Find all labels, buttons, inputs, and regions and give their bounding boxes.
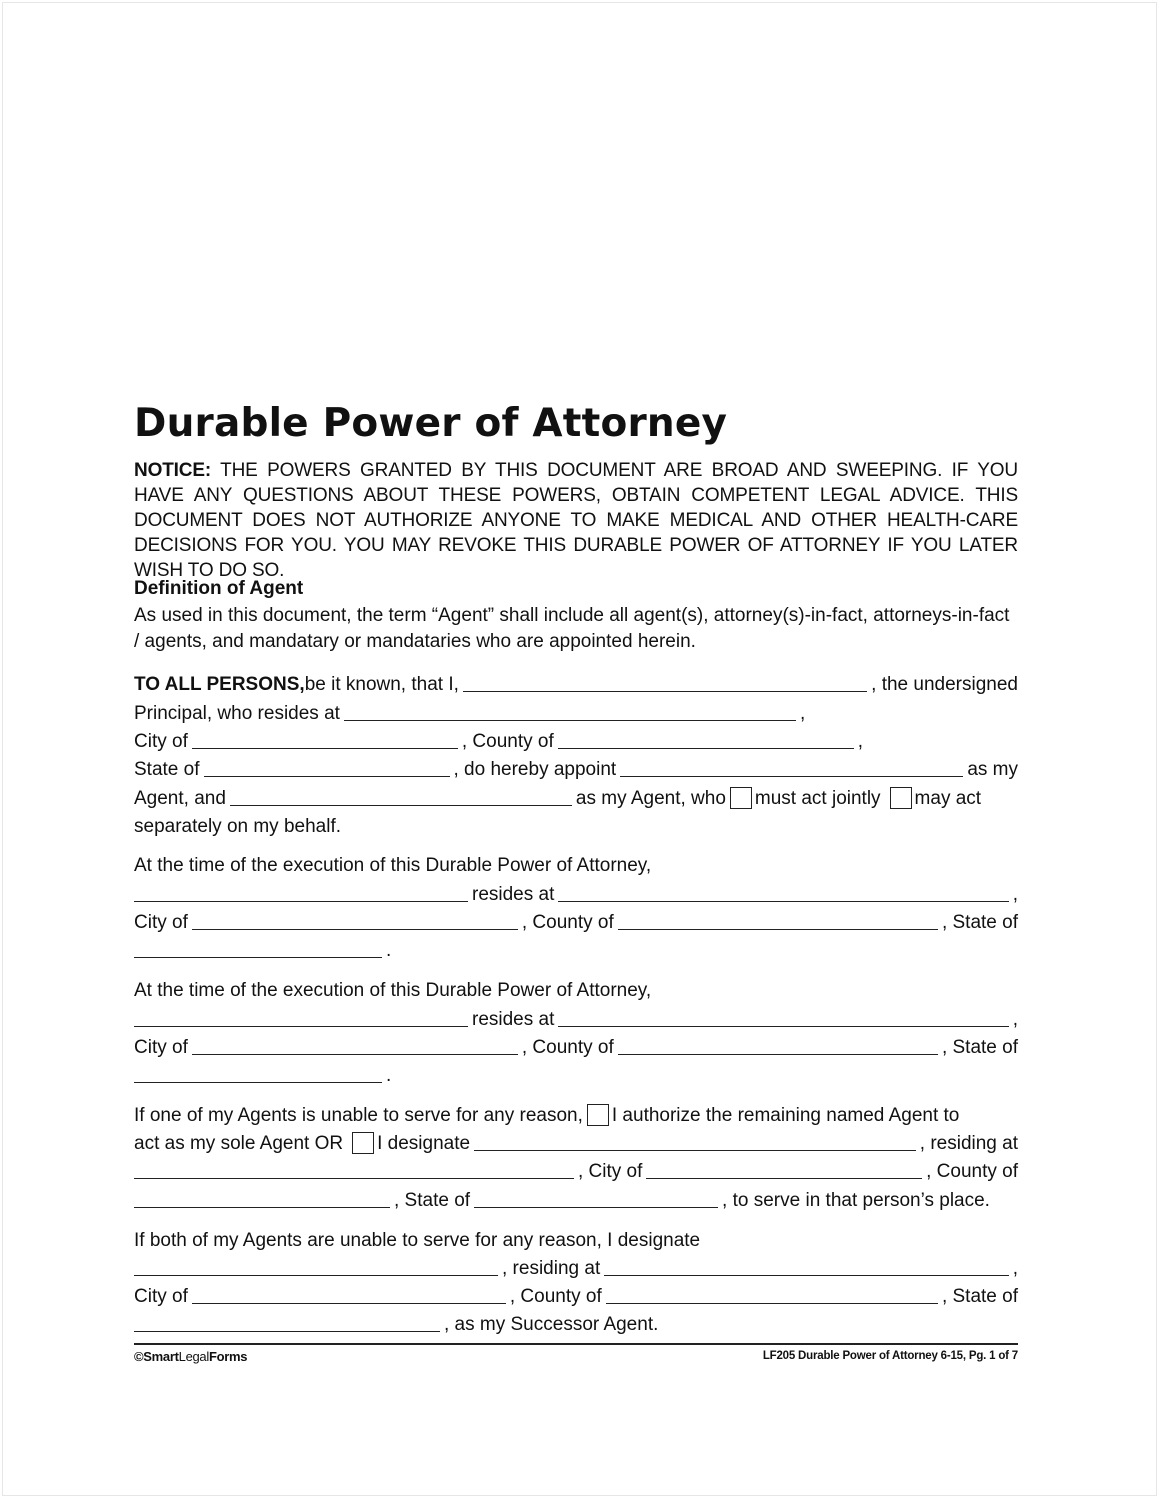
substitute-city-field[interactable]	[646, 1162, 922, 1179]
if-one-text: If one of my Agents is unable to serve for any reason,	[134, 1105, 583, 1126]
agent-1-name-field[interactable]	[620, 760, 963, 777]
comma-text: ,	[1012, 1009, 1018, 1030]
city-of-label: City of	[134, 1037, 188, 1058]
the-undersigned-text: , the undersigned	[871, 674, 1018, 695]
successor-name-field[interactable]	[134, 1259, 498, 1276]
city-of-label: City of	[134, 912, 188, 933]
substitute-state-field[interactable]	[474, 1191, 718, 1208]
successor-address-field[interactable]	[604, 1259, 1008, 1276]
principal-line-2	[134, 697, 1018, 725]
principal-name-field[interactable]	[463, 675, 867, 692]
agent-and-text: Agent, and	[134, 788, 226, 809]
act-as-sole-text: act as my sole Agent OR	[134, 1133, 344, 1154]
state-of-label: , State of	[941, 1037, 1018, 1058]
notice-paragraph	[134, 458, 1018, 583]
logo-smart: Smart	[143, 1349, 179, 1364]
comma-text: ,	[799, 703, 806, 724]
agent-2-city-field[interactable]	[192, 1038, 518, 1055]
principal-line-6	[134, 810, 1018, 838]
principal-line-4	[134, 753, 1018, 781]
authorize-remaining-checkbox[interactable]	[587, 1104, 609, 1126]
successor-state-field[interactable]	[134, 1315, 440, 1332]
residing-at-text: , residing at	[919, 1133, 1018, 1154]
principal-line-3	[134, 725, 1018, 753]
agent-1-residence-line	[134, 878, 1018, 906]
smartlegalforms-logo	[134, 1349, 247, 1364]
substitute-address-field[interactable]	[134, 1162, 574, 1179]
city-of-text: , City of	[578, 1161, 643, 1182]
agent-1-intro-line	[134, 849, 1018, 877]
logo-legal: Legal	[178, 1349, 209, 1364]
principal-resides-label: Principal, who resides at	[134, 703, 340, 724]
page-reference: LF205 Durable Power of Attorney 6-15, Pg. 1 of 7	[762, 1350, 1018, 1362]
agent-2-residence-line	[134, 1003, 1018, 1031]
may-act-separately-checkbox[interactable]	[890, 787, 912, 809]
agent-1-state-line	[134, 934, 1018, 962]
agent-2-name-field[interactable]	[230, 789, 572, 806]
city-of-label: City of	[134, 731, 188, 752]
county-of-label: , County of	[509, 1286, 602, 1307]
city-of-label: City of	[134, 1286, 188, 1307]
notice-label: NOTICE:	[134, 460, 212, 481]
substitute-line-2	[134, 1127, 1018, 1155]
state-of-label: State of	[134, 759, 200, 780]
document-title: Durable Power of Attorney	[134, 401, 728, 446]
state-of-label: , State of	[941, 912, 1018, 933]
agent-1-address-field[interactable]	[558, 885, 1008, 902]
agent-2-city-line	[134, 1031, 1018, 1059]
county-of-label: , County of	[521, 1037, 614, 1058]
must-act-jointly-checkbox[interactable]	[730, 787, 752, 809]
logo-forms: Forms	[208, 1349, 248, 1364]
separately-text: separately on my behalf.	[134, 816, 342, 837]
copyright-symbol: ©	[134, 1349, 144, 1364]
to-serve-text: , to serve in that person’s place.	[722, 1190, 990, 1211]
agent-2-intro-line	[134, 974, 1018, 1002]
comma-text: ,	[1012, 1258, 1018, 1279]
residing-at-text: , residing at	[502, 1258, 601, 1279]
as-my-agent-who-text: as my Agent, who	[575, 788, 726, 809]
may-act-label: may act	[914, 788, 982, 809]
designate-checkbox[interactable]	[352, 1132, 374, 1154]
principal-county-field[interactable]	[558, 732, 854, 749]
as-my-text: as my	[967, 759, 1018, 780]
agent-1-city-line	[134, 906, 1018, 934]
substitute-line-1	[134, 1099, 1018, 1127]
county-of-text: , County of	[926, 1161, 1018, 1182]
authorize-text: I authorize the remaining named Agent to	[611, 1105, 960, 1126]
as-successor-text: , as my Successor Agent.	[444, 1314, 659, 1335]
i-designate-text: I designate	[377, 1133, 471, 1154]
successor-county-field[interactable]	[606, 1287, 938, 1304]
substitute-county-field[interactable]	[134, 1191, 390, 1208]
agent-1-city-field[interactable]	[192, 913, 518, 930]
agent-2-name-field-2[interactable]	[134, 1010, 468, 1027]
successor-line-2	[134, 1252, 1018, 1280]
do-hereby-appoint-text: , do hereby appoint	[453, 759, 617, 780]
agent-1-intro-text: At the time of the execution of this Durable Power of Attorney,	[134, 855, 652, 876]
agent-1-name-field-2[interactable]	[134, 885, 468, 902]
agent-1-state-field[interactable]	[134, 941, 382, 958]
period-text: .	[386, 1065, 392, 1086]
agent-2-address-field[interactable]	[558, 1010, 1008, 1027]
substitute-name-field[interactable]	[474, 1134, 916, 1151]
resides-at-label: resides at	[472, 1009, 555, 1030]
successor-city-field[interactable]	[192, 1287, 506, 1304]
comma-text: ,	[1012, 884, 1018, 905]
definition-heading: Definition of Agent	[134, 578, 304, 599]
agent-2-intro-text: At the time of the execution of this Durable Power of Attorney,	[134, 980, 652, 1001]
substitute-line-4	[134, 1184, 1018, 1212]
agent-1-county-field[interactable]	[618, 913, 938, 930]
principal-address-field[interactable]	[344, 704, 796, 721]
resides-at-label: resides at	[472, 884, 555, 905]
definition-text: As used in this document, the term “Agent” shall include all agent(s), attorney(s)-in-fact, attorneys-in-fact / agents, and mandatary or mandataries who are appointed herein.	[134, 605, 1010, 652]
state-of-label: , State of	[941, 1286, 1018, 1307]
state-of-text: , State of	[394, 1190, 471, 1211]
substitute-line-3	[134, 1155, 1018, 1183]
agent-2-county-field[interactable]	[618, 1038, 938, 1055]
principal-line-5	[134, 782, 1018, 810]
be-it-known-text: be it known, that I,	[304, 674, 459, 695]
principal-line-1	[134, 668, 1018, 696]
to-all-persons-label: TO ALL PERSONS,	[134, 674, 305, 695]
agent-2-state-line	[134, 1059, 1018, 1087]
successor-line-3	[134, 1280, 1018, 1308]
must-act-jointly-label: must act jointly	[754, 788, 881, 809]
period-text: .	[386, 940, 392, 961]
if-both-text: If both of my Agents are unable to serve for any reason, I designate	[134, 1230, 701, 1251]
successor-line-4	[134, 1308, 1018, 1336]
footer-rule	[134, 1343, 1018, 1345]
principal-state-field[interactable]	[204, 760, 450, 777]
principal-city-field[interactable]	[192, 732, 458, 749]
county-of-label: , County of	[521, 912, 614, 933]
county-of-label: , County of	[461, 731, 554, 752]
comma-text: ,	[857, 731, 864, 752]
notice-text: THE POWERS GRANTED BY THIS DOCUMENT ARE BROAD AND SWEEPING. IF YOU HAVE ANY QUESTIONS ABOUT THESE POWERS, OBTAIN COMPETENT LEGAL ADVICE. THIS DOCUMENT DOES NOT AUTHORIZE ANYONE TO MAKE MEDICAL AND OTHER HEALTH-CARE DECISIONS FOR YOU. YOU MAY REVOKE THIS DURABLE POWER OF ATTORNEY IF YOU LATER WISH TO DO SO.	[134, 460, 1018, 581]
agent-2-state-field[interactable]	[134, 1066, 382, 1083]
successor-line-1	[134, 1224, 1018, 1252]
